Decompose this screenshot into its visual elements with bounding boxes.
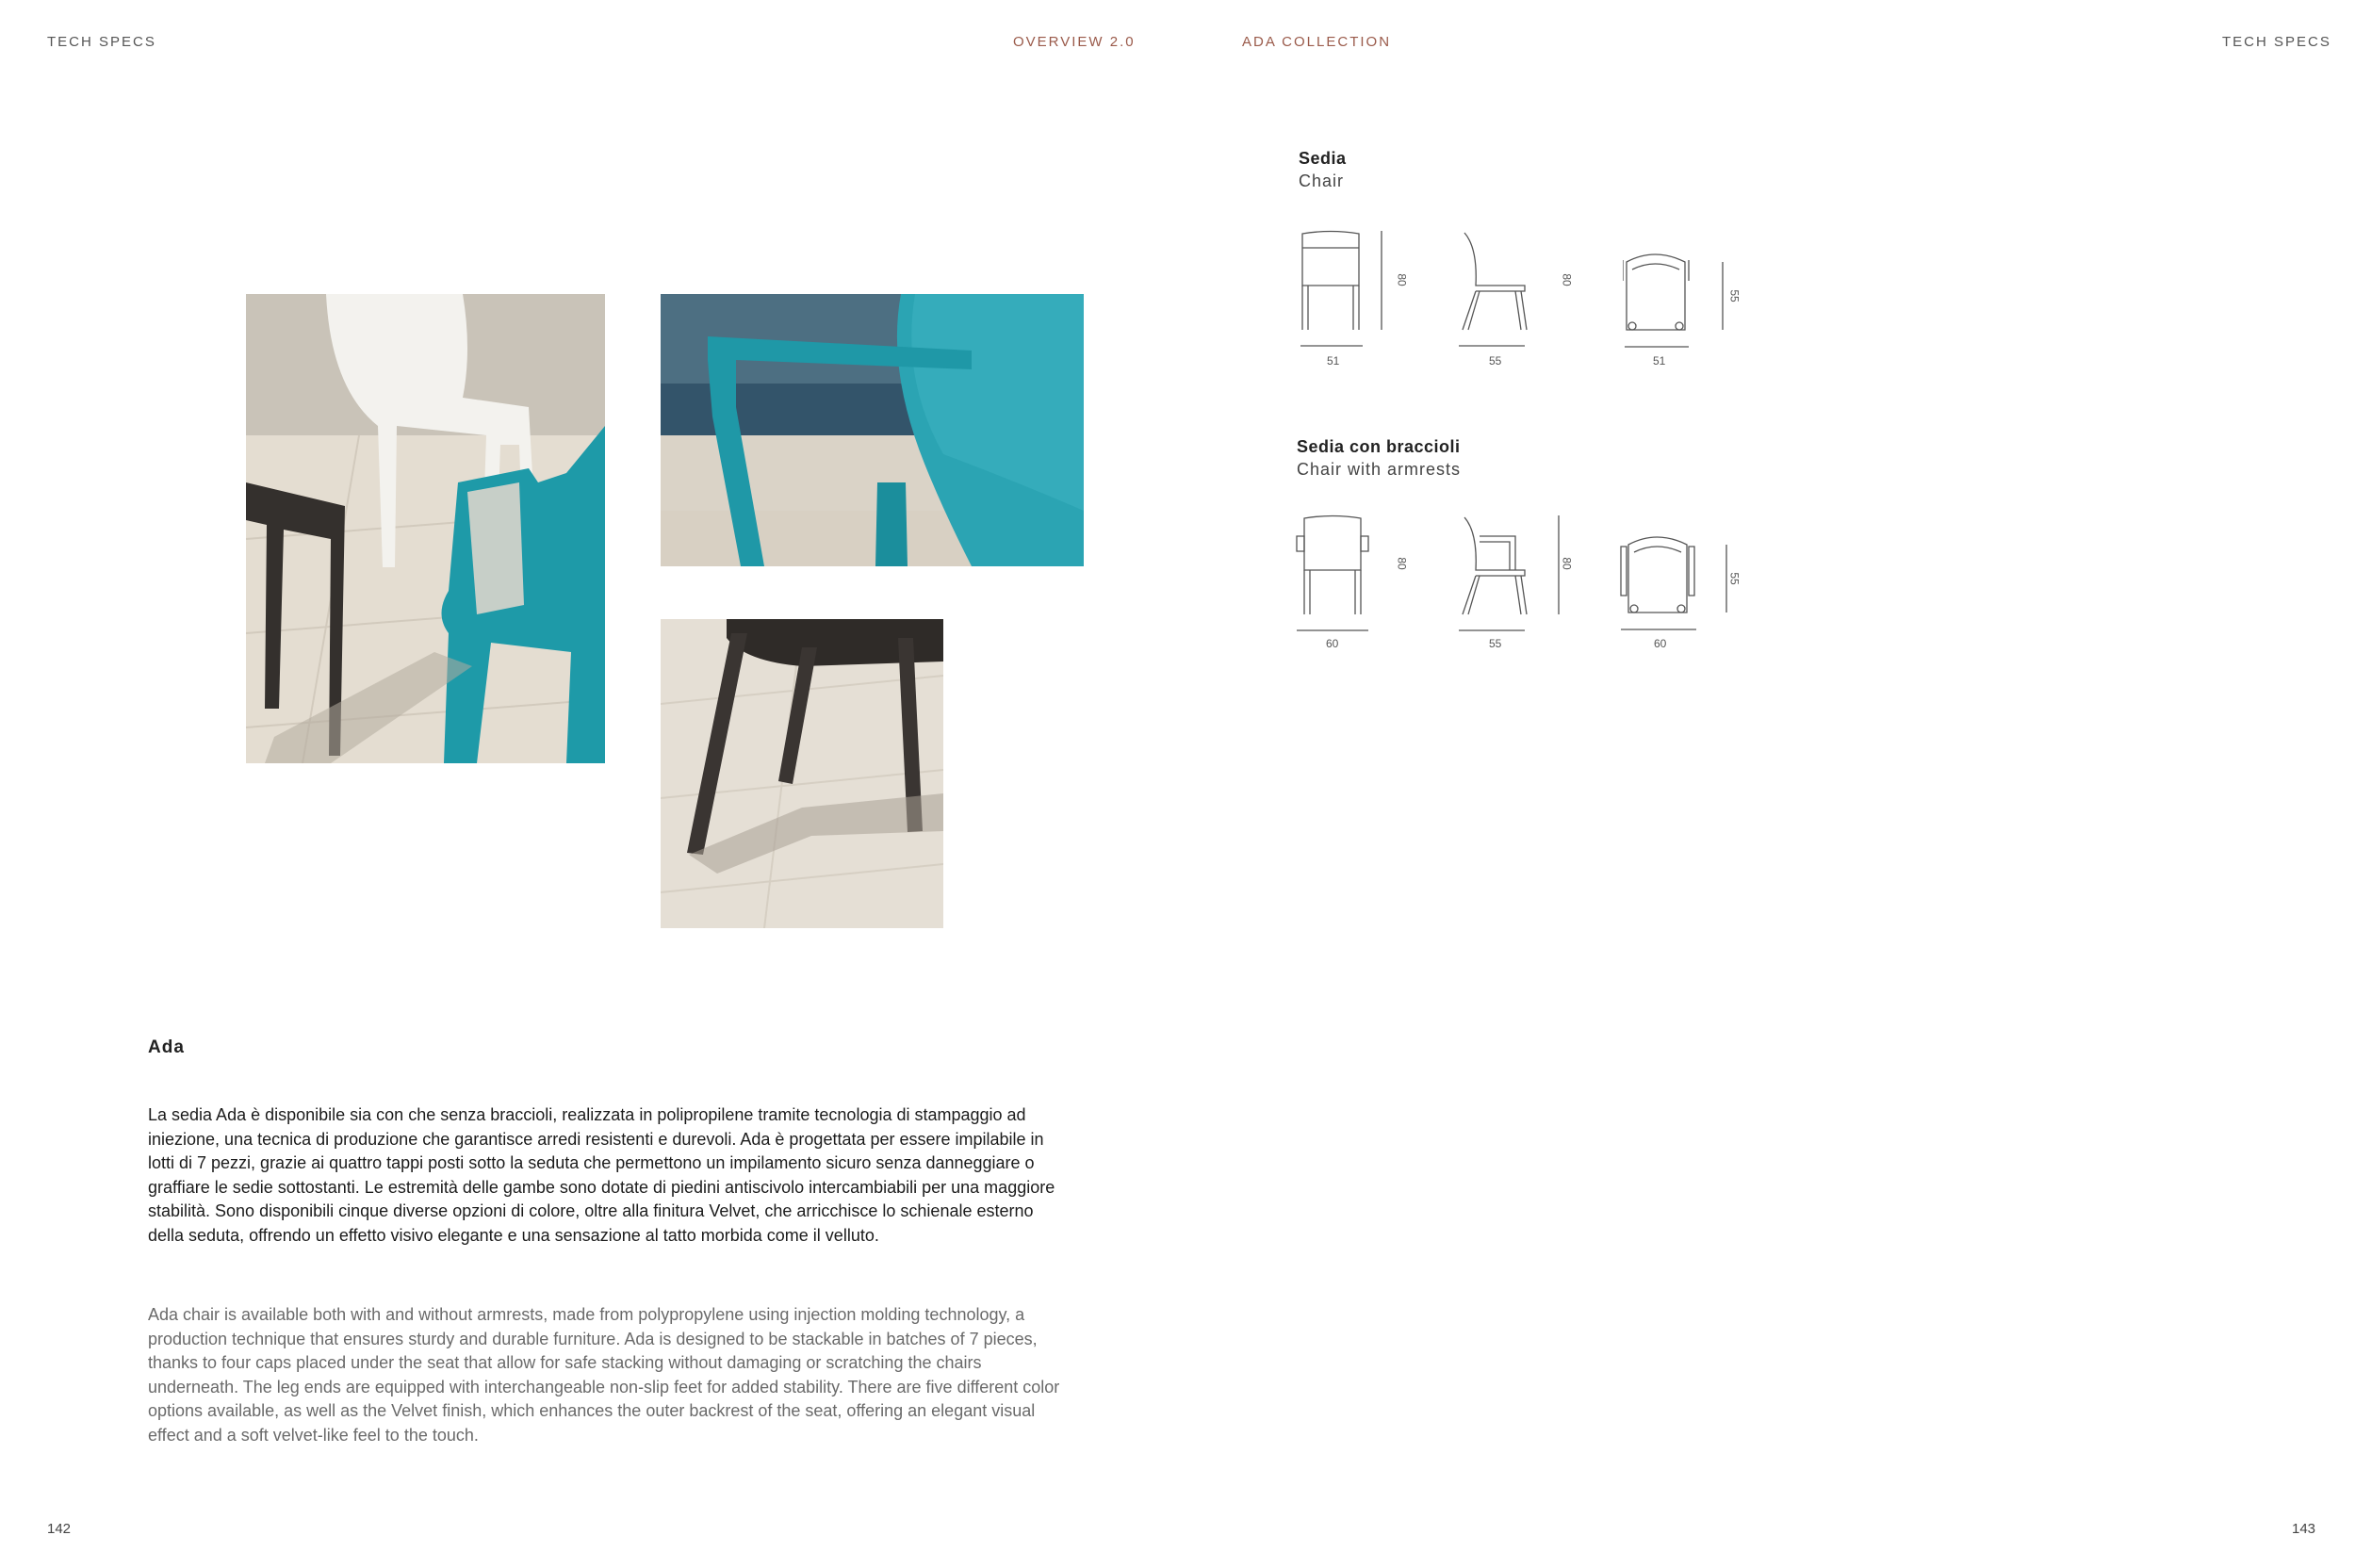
page-number-left: 142	[47, 1521, 72, 1537]
armchair-top-depth: 55	[1727, 572, 1742, 585]
armchair-side-drawing	[1459, 514, 1572, 634]
chair-side-drawing	[1459, 229, 1548, 350]
chair-side-width: 55	[1489, 354, 1502, 368]
armchair-front-drawing	[1295, 514, 1389, 634]
spec-armchair-title-it: Sedia con braccioli	[1297, 437, 1461, 456]
armchair-side-height: 80	[1560, 557, 1574, 570]
spec-chair-title-it: Sedia	[1299, 149, 1347, 168]
armchair-top-width: 60	[1654, 637, 1667, 650]
description-italian: La sedia Ada è disponibile sia con che senza braccioli, realizzata in polipropilene tramite tecnologia di stampaggio ad iniezione, una tecnica di produzione che garantisce arredi resistenti e durevoli. Ada è progettata per essere impilabile in lotti di 7 pezzi, grazie ai quattro tappi posti sotto la seduta che permettono un impilamento sicuro senza danneggiare o graffiare le sedie sottostanti. Le estremità delle gambe sono dotate di piedini antiscivolo intercambiabili per una maggiore stabilità. Sono disponibili cinque diverse opzioni di colore, oltre alla finitura Velvet, che arricchisce lo schienale esterno della seduta, offrendo un effetto visivo elegante e una sensazione al tatto morbida come il velluto.	[148, 1105, 1055, 1245]
header-left-label: TECH SPECS	[47, 34, 156, 50]
header-right-label: TECH SPECS	[2222, 34, 2331, 50]
spec-chair-title	[1299, 147, 1347, 192]
chair-side-height: 80	[1560, 273, 1574, 286]
header-overview-label: OVERVIEW 2.0	[1013, 34, 1136, 50]
chair-front-drawing	[1299, 229, 1388, 350]
chair-top-width: 51	[1653, 354, 1666, 368]
description-english: Ada chair is available both with and without armrests, made from polypropylene using injection molding technology, a production technique that ensures sturdy and durable furniture. Ada is designed to be stackable in batches of 7 pieces, thanks to four caps placed under the seat that allow for safe stacking without damaging or scratching the chairs underneath. The leg ends are equipped with interchangeable non-slip feet for added stability. There are five different color options available, as well as the Velvet finish, which enhances the outer backrest of the seat, offering an elegant visual effect and a soft velvet-like feel to the touch.	[148, 1305, 1060, 1445]
spec-armchair-title-en: Chair with armrests	[1297, 460, 1462, 479]
white-teal-dark-chairs-photo	[246, 294, 605, 763]
armchair-side-width: 55	[1489, 637, 1502, 650]
spec-armchair-title	[1297, 435, 1461, 481]
armchair-front-height: 80	[1395, 557, 1409, 570]
page-number-right: 143	[2292, 1521, 2316, 1537]
header-collection-label: ADA COLLECTION	[1242, 34, 1392, 50]
armchair-top-drawing	[1619, 530, 1742, 633]
chair-top-drawing	[1623, 247, 1736, 351]
spec-chair-title-en: Chair	[1299, 172, 1345, 190]
chair-front-width: 51	[1327, 354, 1340, 368]
chair-top-depth: 55	[1727, 289, 1742, 302]
product-title: Ada	[148, 1037, 185, 1057]
armchair-front-width: 60	[1326, 637, 1339, 650]
chair-front-height: 80	[1395, 273, 1409, 286]
dark-chair-legs-photo	[661, 619, 943, 928]
teal-armchair-closeup-photo	[661, 294, 1084, 566]
